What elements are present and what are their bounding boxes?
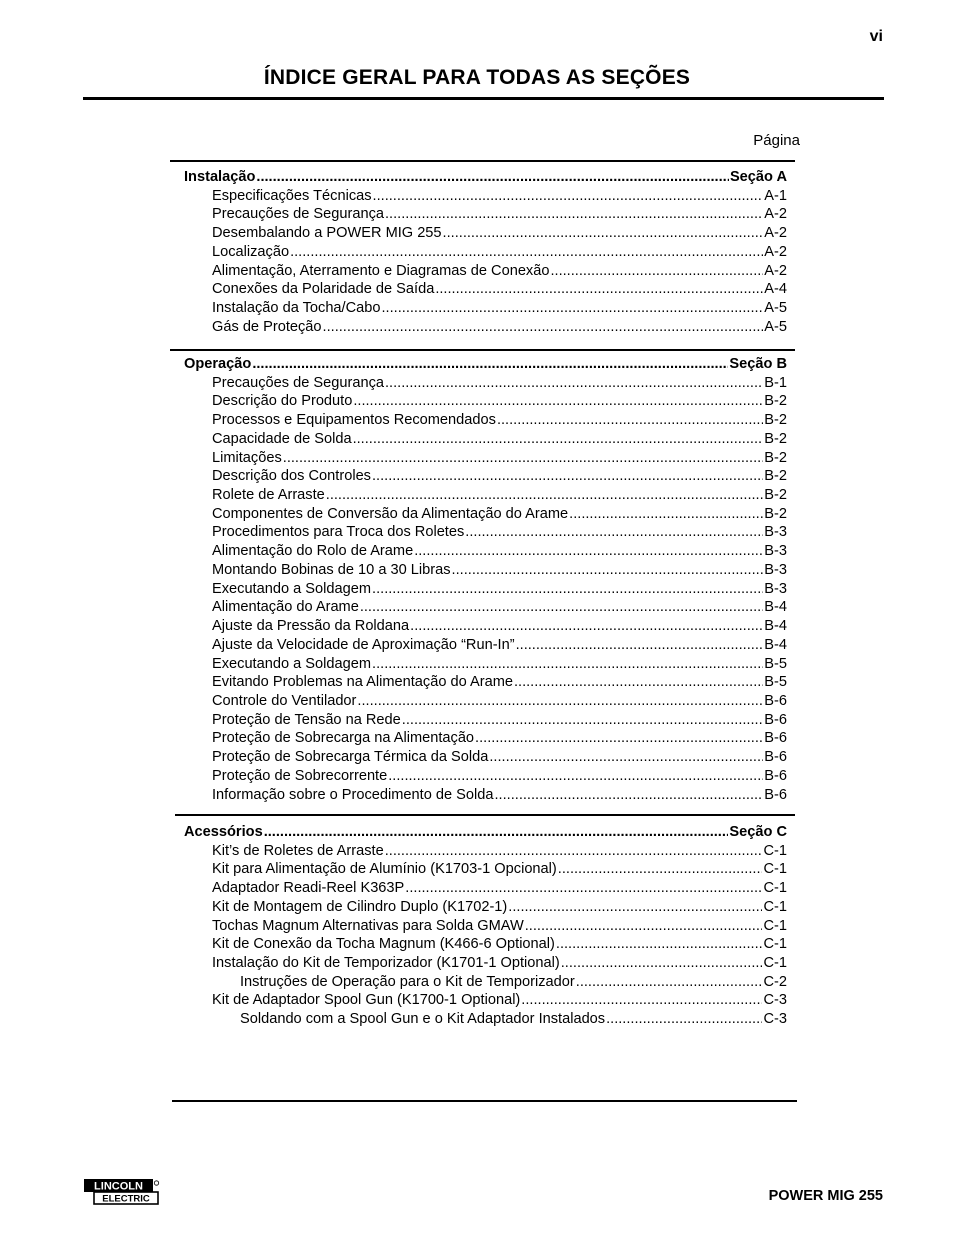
entry-page: B-6 xyxy=(764,749,787,766)
entry-label: Descrição do Produto xyxy=(212,393,353,410)
toc-entry xyxy=(212,879,787,897)
entry-page: B-6 xyxy=(764,786,787,803)
entry-page: A-4 xyxy=(764,281,787,298)
toc-entry xyxy=(212,860,787,878)
dot-leader xyxy=(521,991,762,1009)
entry-label: Rolete de Arraste xyxy=(212,487,325,504)
entry-label: Precauções de Segurança xyxy=(212,374,384,391)
dot-leader xyxy=(443,224,764,242)
entry-label: Processos e Equipamentos Recomendados xyxy=(212,412,496,429)
section-rule-b xyxy=(170,349,795,351)
entry-label: Proteção de Sobrecarga Térmica da Solda xyxy=(212,749,489,766)
entry-page: B-6 xyxy=(764,711,787,728)
toc-entry xyxy=(212,711,787,729)
dot-leader xyxy=(385,374,763,392)
entry-label: Tochas Magnum Alternativas para Solda GMAW xyxy=(212,917,524,934)
toc-entry xyxy=(212,505,787,523)
page-column-label: Página xyxy=(753,132,800,149)
entry-page: B-2 xyxy=(764,487,787,504)
toc-entry xyxy=(212,748,787,766)
entry-label: Controle do Ventilador xyxy=(212,692,357,709)
entry-label: Executando a Soldagem xyxy=(212,655,372,672)
logo-top-text: LINCOLN xyxy=(94,1180,143,1193)
dot-leader xyxy=(382,299,764,317)
dot-leader xyxy=(360,598,763,616)
entry-label: Componentes de Conversão da Alimentação do Arame xyxy=(212,505,569,522)
entry-label: Kit’s de Roletes de Arraste xyxy=(212,842,384,859)
entry-label: Conexões da Polaridade de Saída xyxy=(212,281,435,298)
entry-label: Proteção de Tensão na Rede xyxy=(212,711,401,728)
toc-entry xyxy=(212,617,787,635)
dot-leader xyxy=(569,505,763,523)
entry-label: Operação xyxy=(184,356,252,372)
entry-page: C-1 xyxy=(763,955,787,972)
toc-entry xyxy=(212,224,787,242)
entry-page: B-6 xyxy=(764,730,787,747)
toc-entry xyxy=(212,991,787,1009)
entry-label: Desembalando a POWER MIG 255 xyxy=(212,225,442,242)
toc-entry xyxy=(212,430,787,448)
page-title: ÍNDICE GERAL PARA TODAS AS SEÇÕES xyxy=(263,66,691,89)
toc-entry xyxy=(212,786,787,804)
toc-entry xyxy=(212,486,787,504)
entry-page: A-1 xyxy=(764,187,787,204)
dot-leader xyxy=(452,561,764,579)
toc-entry xyxy=(212,954,787,972)
entry-page: B-3 xyxy=(764,543,787,560)
entry-page: B-4 xyxy=(764,599,787,616)
toc-entry xyxy=(212,898,787,916)
toc-entry xyxy=(240,1010,787,1028)
toc-entry xyxy=(212,598,787,616)
toc-entry xyxy=(212,842,787,860)
page-number: vi xyxy=(869,28,883,45)
dot-leader xyxy=(372,467,763,485)
dot-leader xyxy=(414,542,763,560)
entry-label: Ajuste da Velocidade de Aproximação “Run-In” xyxy=(212,636,515,653)
entry-label: Soldando com a Spool Gun e o Kit Adaptador Instalados xyxy=(240,1011,606,1028)
dot-leader xyxy=(283,449,764,467)
entry-label: Instalação do Kit de Temporizador (K1701-1 Optional) xyxy=(212,955,560,972)
entry-label: Capacidade de Solda xyxy=(212,430,352,447)
dot-leader xyxy=(405,879,762,897)
dot-leader xyxy=(576,973,763,991)
dot-leader xyxy=(561,954,763,972)
entry-page: B-5 xyxy=(764,655,787,672)
toc-entry xyxy=(212,392,787,410)
toc-entry xyxy=(212,935,787,953)
entry-page: C-1 xyxy=(763,898,787,915)
entry-page: Seção B xyxy=(729,356,787,372)
dot-leader xyxy=(550,262,763,280)
entry-page: B-5 xyxy=(764,674,787,691)
entry-page: B-2 xyxy=(764,449,787,466)
dot-leader xyxy=(514,673,763,691)
entry-label: Instruções de Operação para o Kit de Temporizador xyxy=(240,973,575,990)
entry-page: B-4 xyxy=(764,636,787,653)
dot-leader xyxy=(372,655,763,673)
entry-label: Kit de Conexão da Tocha Magnum (K466-6 Optional) xyxy=(212,936,555,953)
dot-leader xyxy=(353,392,763,410)
toc-entry xyxy=(212,542,787,560)
toc-entry xyxy=(212,318,787,336)
entry-label: Alimentação do Arame xyxy=(212,599,359,616)
dot-leader xyxy=(495,786,764,804)
entry-label: Acessórios xyxy=(184,824,263,840)
dot-leader xyxy=(465,523,763,541)
entry-page: A-5 xyxy=(764,318,787,335)
entry-page: A-2 xyxy=(764,206,787,223)
entry-label: Instalação xyxy=(184,169,256,185)
toc-entry xyxy=(212,262,787,280)
entry-page: A-5 xyxy=(764,300,787,317)
toc-entry xyxy=(212,580,787,598)
dot-leader xyxy=(357,692,763,710)
dot-leader xyxy=(323,318,764,336)
entry-page: B-6 xyxy=(764,692,787,709)
entry-label: Especificações Técnicas xyxy=(212,187,372,204)
dot-leader xyxy=(290,243,763,261)
product-name: POWER MIG 255 xyxy=(768,1188,883,1204)
dot-leader xyxy=(252,355,728,373)
entry-page: Seção C xyxy=(729,824,787,840)
logo-bottom-text: ELECTRIC xyxy=(102,1193,150,1205)
toc-entry xyxy=(212,767,787,785)
toc-entry xyxy=(212,655,787,673)
dot-leader xyxy=(558,860,763,878)
dot-leader xyxy=(556,935,763,953)
dot-leader xyxy=(326,486,764,504)
dot-leader xyxy=(475,729,763,747)
entry-page: A-2 xyxy=(764,225,787,242)
toc-entry xyxy=(240,973,787,991)
entry-page: A-2 xyxy=(764,262,787,279)
entry-label: Limitações xyxy=(212,449,282,466)
dot-leader xyxy=(402,711,764,729)
entry-page: Seção A xyxy=(729,169,787,185)
dot-leader xyxy=(388,767,763,785)
toc-entry xyxy=(212,187,787,205)
entry-page: C-1 xyxy=(763,917,787,934)
entry-page: B-6 xyxy=(764,767,787,784)
toc-entry xyxy=(212,523,787,541)
entry-page: C-2 xyxy=(763,973,787,990)
entry-label: Descrição dos Controles xyxy=(212,468,371,485)
entry-label: Precauções de Segurança xyxy=(212,206,384,223)
toc-entry xyxy=(212,636,787,654)
entry-page: C-1 xyxy=(763,936,787,953)
entry-label: Alimentação, Aterramento e Diagramas de Conexão xyxy=(212,262,550,279)
toc-entry xyxy=(212,243,787,261)
dot-leader xyxy=(516,636,764,654)
entry-label: Kit de Adaptador Spool Gun (K1700-1 Optional) xyxy=(212,992,521,1009)
bottom-rule xyxy=(172,1100,797,1102)
toc-entry xyxy=(212,673,787,691)
entry-label: Evitando Problemas na Alimentação do Arame xyxy=(212,674,513,691)
lincoln-electric-logo xyxy=(83,1178,160,1206)
toc-entry xyxy=(212,411,787,429)
dot-leader xyxy=(606,1010,762,1028)
toc-entry xyxy=(212,729,787,747)
toc-section-heading xyxy=(184,355,787,373)
entry-page: B-3 xyxy=(764,561,787,578)
entry-page: B-2 xyxy=(764,430,787,447)
entry-page: C-3 xyxy=(763,1011,787,1028)
entry-page: B-3 xyxy=(764,524,787,541)
entry-page: C-3 xyxy=(763,992,787,1009)
dot-leader xyxy=(525,917,763,935)
entry-label: Alimentação do Rolo de Arame xyxy=(212,543,414,560)
entry-page: A-2 xyxy=(764,243,787,260)
dot-leader xyxy=(264,823,729,841)
toc-section-heading xyxy=(184,823,787,841)
dot-leader xyxy=(372,580,763,598)
entry-label: Localização xyxy=(212,243,290,260)
entry-label: Kit de Montagem de Cilindro Duplo (K1702-1) xyxy=(212,898,508,915)
dot-leader xyxy=(385,205,763,223)
entry-label: Adaptador Readi-Reel K363P xyxy=(212,880,405,897)
dot-leader xyxy=(373,187,764,205)
toc-section-heading xyxy=(184,168,787,186)
toc-entry xyxy=(212,561,787,579)
entry-label: Gás de Proteção xyxy=(212,318,322,335)
entry-label: Proteção de Sobrecorrente xyxy=(212,767,388,784)
toc-entry xyxy=(212,467,787,485)
entry-page: B-2 xyxy=(764,393,787,410)
entry-label: Montando Bobinas de 10 a 30 Libras xyxy=(212,561,451,578)
dot-leader xyxy=(489,748,763,766)
entry-page: B-2 xyxy=(764,505,787,522)
entry-page: B-2 xyxy=(764,412,787,429)
entry-page: C-1 xyxy=(763,842,787,859)
entry-label: Procedimentos para Troca dos Roletes xyxy=(212,524,465,541)
toc-entry xyxy=(212,205,787,223)
toc-entry xyxy=(212,917,787,935)
entry-label: Informação sobre o Procedimento de Solda xyxy=(212,786,494,803)
toc-entry xyxy=(212,374,787,392)
entry-page: B-4 xyxy=(764,618,787,635)
title-rule xyxy=(83,97,884,100)
toc-entry xyxy=(212,280,787,298)
entry-label: Proteção de Sobrecarga na Alimentação xyxy=(212,730,475,747)
entry-label: Executando a Soldagem xyxy=(212,580,372,597)
entry-page: C-1 xyxy=(763,861,787,878)
dot-leader xyxy=(353,430,764,448)
entry-label: Instalação da Tocha/Cabo xyxy=(212,300,381,317)
entry-label: Kit para Alimentação de Alumínio (K1703-1 Opcional) xyxy=(212,861,557,878)
entry-page: B-3 xyxy=(764,580,787,597)
toc-entry xyxy=(212,299,787,317)
dot-leader xyxy=(410,617,763,635)
dot-leader xyxy=(497,411,763,429)
section-rule-a xyxy=(170,160,795,162)
dot-leader xyxy=(256,168,729,186)
section-rule-c xyxy=(175,814,795,816)
toc-entry xyxy=(212,692,787,710)
dot-leader xyxy=(508,898,762,916)
dot-leader xyxy=(435,280,763,298)
entry-page: B-2 xyxy=(764,468,787,485)
entry-label: Ajuste da Pressão da Roldana xyxy=(212,618,410,635)
toc-entry xyxy=(212,449,787,467)
dot-leader xyxy=(385,842,763,860)
entry-page: B-1 xyxy=(764,374,787,391)
entry-page: C-1 xyxy=(763,880,787,897)
